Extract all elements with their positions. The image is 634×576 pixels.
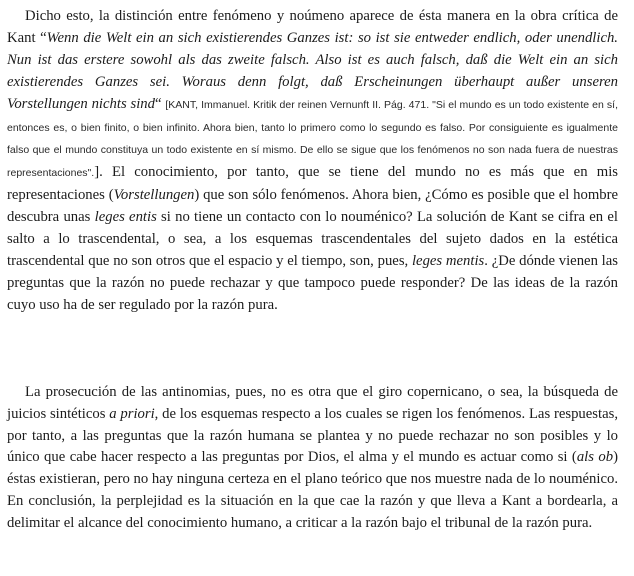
term-leges-mentis: leges mentis <box>411 252 485 269</box>
text-run: . ¿De dónde vienen las preguntas que la razón no puede rechazar y que tampoco puede responder? De las ideas de la razón cuyo uso ha de ser regulado por la razón pura. <box>7 252 618 313</box>
text-run: ]. El conocimiento, por tanto, que se tiene del mundo no es más que en mis representaciones ( <box>7 164 618 204</box>
text-run: La prosecución de las antinomias, pues, no es otra que el giro copernicano, o sea, la búsqueda de juicios sintéticos <box>7 383 618 422</box>
text-run: Dicho esto, la distinción entre fenómeno y noúmeno aparece de ésta manera en la obra crítica de Kant “ <box>7 8 618 46</box>
german-quotation: Wenn die Welt ein an sich existierendes Ganzes ist: so ist sie entweder endlich, oder unendlich. Nun ist das erstere sowohl als das zweite falsch. Also ist es auch falsch, daß die Welt ein an sich existierendes Ganzes sei. Woraus denn folgt, daß Erscheinungen überhaupt außer unseren Vorstellungen nichts sind <box>7 29 618 112</box>
paragraph-kant-distinction <box>7 6 618 317</box>
document-body <box>7 6 618 535</box>
term-als-ob: als ob <box>576 449 614 466</box>
paragraph-antinomias <box>7 382 618 535</box>
text-run: ) que son sólo fenómenos. Ahora bien, ¿Cómo es posible que el hombre descubra unas <box>7 187 618 226</box>
term-vorstellungen: Vorstellungen <box>113 187 195 204</box>
text-run: ) éstas existieran, pero no hay ninguna certeza en el plano teórico que nos muestre nada de lo nouménico. En conclusión, la perplejidad es la situación en la que cae la razón y que lleva a Kant a bordearla, a delimitar el alcance del conocimiento humano, a criticar a la razón bajo el tribunal de la razón pura. <box>7 449 618 532</box>
paragraph-spacer <box>7 317 618 382</box>
text-run: si no tiene un contacto con lo nouménico? La solución de Kant se cifra en el salto a lo trascendental, o sea, a los esquemas trascendentales del sujeto dados en la estética trascendental que no son otros que el espacio y el tiempo, son, pues, <box>7 209 618 269</box>
quote-close: “ <box>154 95 166 112</box>
citation-footnote: [KANT, Immanuel. Kritik der reinen Vernunft II. Pág. 471. "Si el mundo es un todo existente en sí, entonces es, o bien finito, o bien infinito. Ahora bien, tanto lo primero como lo segundo es falso. Por consiguiente es igualmente falso que el mundo constituya un todo existente en sí mismo. De ello se sigue que los fenómenos no son nada fuera de nuestras representaciones". <box>7 98 619 180</box>
term-leges-entis: leges entis <box>94 209 157 226</box>
term-a-priori: a priori <box>109 405 155 422</box>
text-run: , de los esquemas respecto a los cuales se rigen los fenómenos. Las respuestas, por tanto, a las preguntas que la razón humana se plantea y no puede rechazar no son posibles y lo único que cabe hacer respecto a las preguntas por Dios, el alma y el mundo es actuar como si ( <box>7 405 618 466</box>
